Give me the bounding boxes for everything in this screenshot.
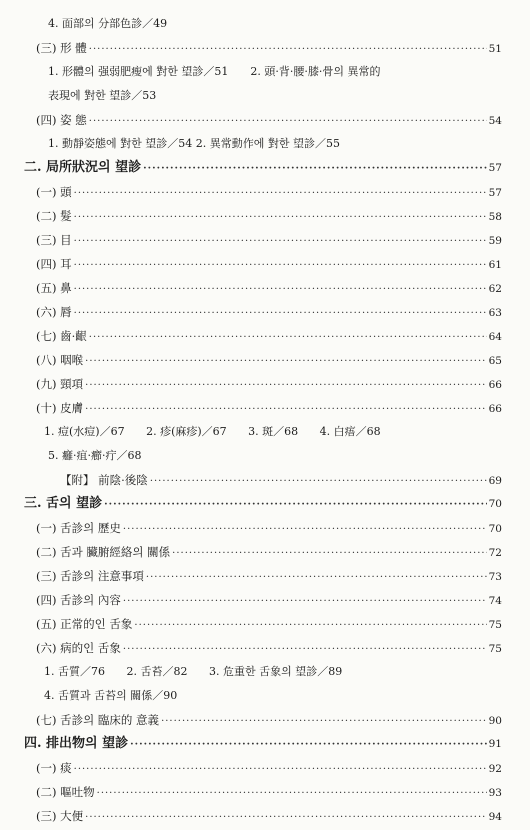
toc-entry-title: (四) 耳 xyxy=(36,257,72,271)
toc-subitems xyxy=(44,424,530,440)
toc-entry xyxy=(36,712,502,730)
toc-entry-title: 四. 排出物의 望診 xyxy=(24,736,129,751)
toc-entry-title: (三) 形 體 xyxy=(36,41,87,55)
dot-leader xyxy=(130,737,486,753)
toc-subitem: 2. 疹(麻疹)／67 xyxy=(146,425,227,438)
dot-leader xyxy=(104,497,486,513)
dot-leader xyxy=(123,642,487,658)
toc-page-number: 62 xyxy=(488,283,502,295)
dot-leader xyxy=(74,282,487,298)
dot-leader xyxy=(85,402,486,418)
toc-entry-title: 【附】 前陰·後陰 xyxy=(60,473,148,487)
toc-entry-title: (一) 痰 xyxy=(36,761,72,775)
toc-page-number: 73 xyxy=(488,571,502,583)
dot-leader xyxy=(134,618,486,634)
dot-leader xyxy=(74,258,487,274)
toc-entry-title: (十) 皮膚 xyxy=(36,401,84,415)
toc-subitems: 1. 動靜姿態에 對한 望診／54 2. 異常動作에 對한 望診／55 xyxy=(48,137,340,150)
dot-leader xyxy=(123,522,487,538)
toc-subitem: 3. 危重한 舌象의 望診／89 xyxy=(209,665,343,678)
toc-entry xyxy=(36,232,502,250)
toc-entry xyxy=(36,376,502,394)
dot-leader xyxy=(89,114,487,130)
dot-leader xyxy=(146,570,487,586)
toc-page-number: 61 xyxy=(488,259,502,271)
dot-leader xyxy=(74,186,487,202)
toc-page-number: 92 xyxy=(488,763,502,775)
toc-entry xyxy=(60,472,502,490)
toc-entry-title: (七) 齒·齦 xyxy=(36,329,87,343)
toc-entry-title: (三) 舌診의 注意事項 xyxy=(36,569,144,583)
dot-leader xyxy=(161,714,487,730)
toc-chapter xyxy=(24,160,502,177)
toc-entry xyxy=(36,544,502,562)
toc-page-number: 74 xyxy=(488,595,502,607)
toc-entry-title: (六) 脣 xyxy=(36,305,72,319)
dot-leader xyxy=(150,474,487,490)
toc-chapter xyxy=(24,496,502,513)
toc-entry-title: 二. 局所狀況의 望診 xyxy=(24,160,142,175)
toc-entry xyxy=(36,40,502,58)
toc-entry xyxy=(36,400,502,418)
toc-page-number: 64 xyxy=(488,331,502,343)
toc-entry xyxy=(36,640,502,658)
toc-entry xyxy=(36,328,502,346)
toc-page-number: 75 xyxy=(488,619,502,631)
toc-page-number: 91 xyxy=(488,738,502,750)
toc-entry-title: (七) 舌診의 臨床的 意義 xyxy=(36,713,160,727)
toc-chapter xyxy=(24,736,502,753)
toc-page-number: 90 xyxy=(488,715,502,727)
toc-entry xyxy=(36,520,502,538)
toc-page-number: 58 xyxy=(488,211,502,223)
toc-entry-title: (四) 舌診의 內容 xyxy=(36,593,121,607)
toc-entry xyxy=(36,592,502,610)
dot-leader xyxy=(74,306,487,322)
toc-entry-title: (三) 目 xyxy=(36,233,72,247)
toc-page-number: 57 xyxy=(488,162,502,174)
toc-subitems xyxy=(44,664,530,680)
toc-page-number: 51 xyxy=(488,43,502,55)
toc-page-number: 59 xyxy=(488,235,502,247)
toc-subitem: 3. 斑／68 xyxy=(248,425,299,438)
dot-leader xyxy=(85,810,486,826)
toc-subitems xyxy=(44,688,530,704)
dot-leader xyxy=(74,210,487,226)
toc-entry xyxy=(36,304,502,322)
toc-entry xyxy=(36,568,502,586)
toc-page-number: 54 xyxy=(488,115,502,127)
toc-subitem: 5. 癰·疽·癤·疔／68 xyxy=(48,449,142,462)
toc-subitem: 4. 舌質과 舌苔의 關係／90 xyxy=(44,689,178,702)
toc-subitems xyxy=(48,448,530,464)
toc-entry-title: (二) 髮 xyxy=(36,209,72,223)
toc-entry-title: (一) 舌診의 歷史 xyxy=(36,521,121,535)
toc-subitems: 4. 面部의 分部色診／49 xyxy=(48,17,168,30)
toc-subitem: 1. 舌質／76 xyxy=(44,665,105,678)
toc-page-number: 75 xyxy=(488,643,502,655)
dot-leader xyxy=(143,161,486,177)
toc-entry-title: (五) 鼻 xyxy=(36,281,72,295)
toc-page-number: 72 xyxy=(488,547,502,559)
dot-leader xyxy=(89,42,487,58)
toc-subitems: 表現에 對한 望診／53 xyxy=(48,89,157,102)
toc-entry-title: (六) 病的인 舌象 xyxy=(36,641,121,655)
toc-subitem: 2. 舌苔／82 xyxy=(126,665,188,678)
toc-page-number: 57 xyxy=(488,187,502,199)
toc-page-number: 69 xyxy=(488,475,502,487)
toc-entry-title: (三) 大便 xyxy=(36,809,84,823)
toc-entry-title: (二) 舌과 臟腑經絡의 關係 xyxy=(36,545,171,559)
dot-leader xyxy=(123,594,487,610)
toc-entry xyxy=(36,256,502,274)
toc-entry xyxy=(36,208,502,226)
toc-page-number: 65 xyxy=(488,355,502,367)
toc-entry xyxy=(36,760,502,778)
dot-leader xyxy=(172,546,486,562)
toc-entry xyxy=(36,352,502,370)
toc-entry xyxy=(36,112,502,130)
toc-entry-title: (八) 咽喉 xyxy=(36,353,84,367)
toc-page-number: 66 xyxy=(488,379,502,391)
toc-subitems: 1. 形體의 强弱肥瘦에 對한 望診／51 2. 頭·背·腰·膝·骨의 異常的 xyxy=(48,65,381,78)
dot-leader xyxy=(85,354,486,370)
toc-entry-title: (五) 正常的인 舌象 xyxy=(36,617,133,631)
toc-entry-title: (一) 頭 xyxy=(36,185,72,199)
dot-leader xyxy=(74,762,487,778)
toc-page-number: 70 xyxy=(488,523,502,535)
toc-entry-title: (四) 姿 態 xyxy=(36,113,87,127)
toc-subitem: 1. 痘(水痘)／67 xyxy=(44,425,125,438)
dot-leader xyxy=(74,234,487,250)
toc-entry xyxy=(36,184,502,202)
dot-leader xyxy=(85,378,486,394)
toc-entry xyxy=(36,280,502,298)
toc-page-number: 63 xyxy=(488,307,502,319)
toc-entry xyxy=(36,808,502,826)
toc-entry-title: (九) 頸項 xyxy=(36,377,84,391)
toc-entry-title: 三. 舌의 望診 xyxy=(24,496,103,511)
toc-page-number: 66 xyxy=(488,403,502,415)
dot-leader xyxy=(89,330,487,346)
toc-entry xyxy=(36,784,502,802)
toc-entry-title: (二) 嘔吐物 xyxy=(36,785,95,799)
toc-entry xyxy=(36,616,502,634)
toc-subitem: 4. 白痦／68 xyxy=(319,425,381,438)
dot-leader xyxy=(97,786,487,802)
toc-page-number: 70 xyxy=(488,498,502,510)
toc-page-number: 94 xyxy=(488,811,502,823)
toc-page-number: 93 xyxy=(488,787,502,799)
